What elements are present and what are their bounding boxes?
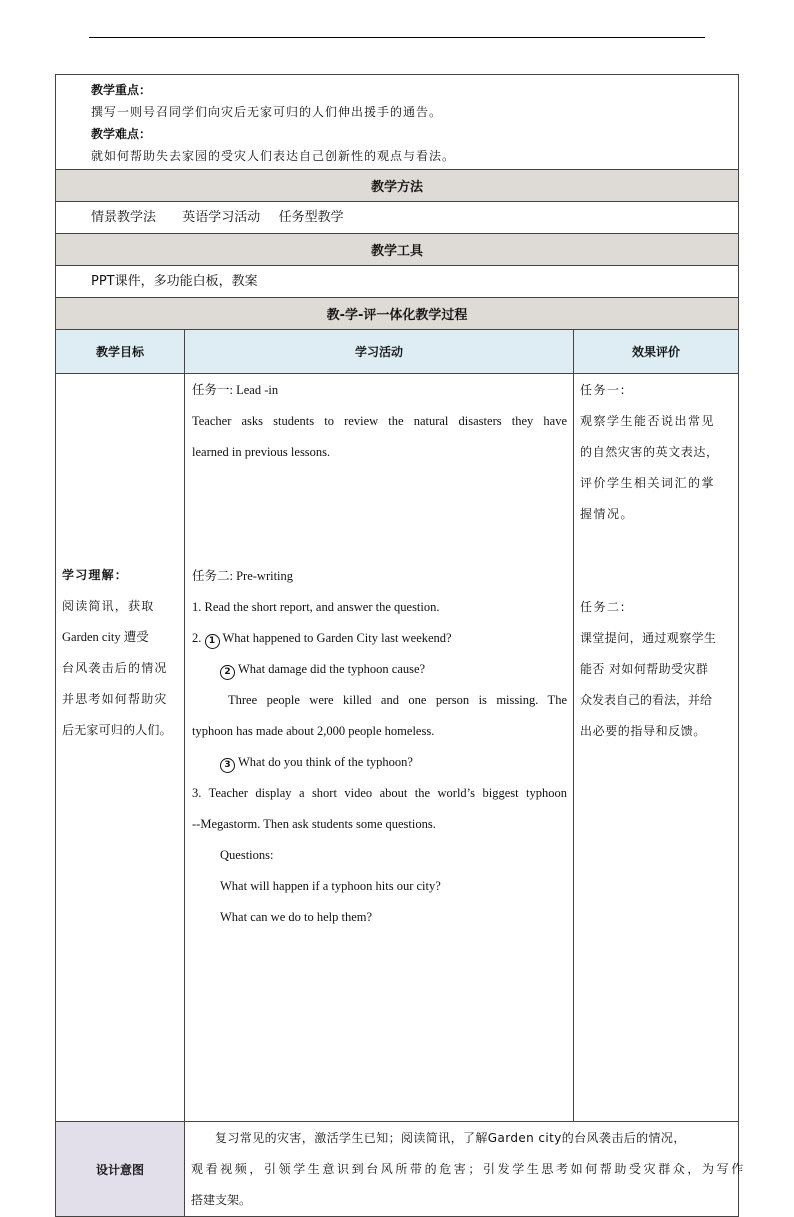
design-row	[56, 1122, 739, 1217]
answer-line: typhoon has made about 2,000 people homeless.	[192, 724, 435, 738]
goal-line: 台风袭击后的情况	[62, 661, 168, 675]
content-row	[56, 374, 739, 1122]
circled-number-2: 2	[220, 665, 235, 680]
answer-line: Three people were killed and one person is missing. The	[228, 693, 567, 707]
method-item: 任务型教学	[278, 210, 344, 225]
goal-line: 并思考如何帮助灾	[62, 692, 168, 706]
eval-line: 能否 对如何帮助受灾群	[580, 662, 709, 676]
eval-line: 观察学生能否说出常见	[580, 414, 716, 428]
goal-line: 后无家可归的人们。	[62, 723, 172, 737]
question-b: What can we do to help them?	[220, 910, 373, 924]
eval-line: 的自然灾害的英文表达，	[580, 445, 719, 459]
method-item: 情景教学法	[91, 210, 157, 225]
step-2: 2. 1 What happened to Garden City last weekend?	[192, 623, 567, 654]
task1-text-line: Teacher asks students to review the natural disasters they have	[192, 414, 567, 428]
step-3-line: --Megastorm. Then ask students some questions.	[192, 817, 436, 831]
eval-line: 出必要的指导和反馈。	[580, 724, 707, 738]
key-point-text: 撰写一则号召同学们向灾后无家可归的人们伸出援手的通告。	[91, 105, 443, 119]
col-activity-header: 学习活动	[185, 330, 574, 374]
question-2: What damage did the typhoon cause?	[238, 662, 426, 676]
goal-label: 学习理解：	[62, 568, 129, 582]
eval-cell	[574, 374, 739, 1122]
key-point-label: 教学重点：	[91, 83, 152, 97]
col-goal-header: 教学目标	[56, 330, 185, 374]
activity-cell	[185, 374, 574, 1122]
circled-number-3: 3	[220, 758, 235, 773]
question-3-line	[192, 747, 567, 778]
goal-line: Garden city 遭受	[62, 630, 149, 644]
col-eval-header: 效果评价	[574, 330, 739, 374]
design-label: 设计意图	[56, 1122, 185, 1217]
eval-line: 握情况。	[580, 507, 635, 521]
design-line: 观看视频，引领学生意识到台风所带的危害；引发学生思考如何帮助受灾群众，为写作	[191, 1162, 746, 1176]
method-item: 英语学习活动	[182, 210, 261, 225]
eval-line: 评价学生相关词汇的掌	[580, 476, 716, 490]
eval-line: 课堂提问，通过观察学生	[580, 631, 717, 645]
tools-text: PPT课件，多功能白板，教案	[56, 266, 739, 298]
tools-heading: 教学工具	[56, 234, 739, 266]
task2-title: 任务二: Pre-writing	[192, 569, 294, 583]
eval-task1-label: 任务一:	[580, 383, 627, 397]
question-3: What do you think of the typhoon?	[238, 755, 413, 769]
task1-title: 任务一: Lead -in	[192, 383, 279, 397]
question-1: What happened to Garden City last weekend?	[222, 631, 452, 645]
goal-cell	[56, 374, 185, 1122]
difficulty-label: 教学难点：	[91, 127, 152, 141]
design-line: 复习常见的灾害，激活学生已知；阅读简讯，了解Garden city的台风袭击后的情况，	[215, 1131, 686, 1145]
step-3-line: 3. Teacher display a short video about the world’s biggest typhoon	[192, 786, 567, 800]
questions-label: Questions:	[220, 848, 274, 862]
question-2-line	[192, 654, 567, 685]
methods-list	[56, 202, 739, 234]
eval-line: 众发表自己的看法，并给	[580, 693, 713, 707]
circled-number-1: 1	[205, 634, 220, 649]
eval-task2-label: 任务二:	[580, 600, 627, 614]
focus-row	[56, 75, 739, 170]
task1-text-line: learned in previous lessons.	[192, 445, 331, 459]
lesson-plan-table	[55, 74, 746, 1217]
column-header-row	[56, 330, 739, 374]
question-a: What will happen if a typhoon hits our city?	[220, 879, 441, 893]
design-cell	[185, 1122, 746, 1217]
step-1: 1. Read the short report, and answer the question.	[192, 600, 440, 614]
methods-heading: 教学方法	[56, 170, 739, 202]
header-rule	[89, 37, 705, 38]
process-heading: 教-学-评一体化教学过程	[56, 298, 739, 330]
goal-line: 阅读简讯，获取	[62, 599, 155, 613]
design-line: 搭建支架。	[191, 1193, 252, 1207]
difficulty-text: 就如何帮助失去家园的受灾人们表达自己创新性的观点与看法。	[91, 149, 456, 163]
